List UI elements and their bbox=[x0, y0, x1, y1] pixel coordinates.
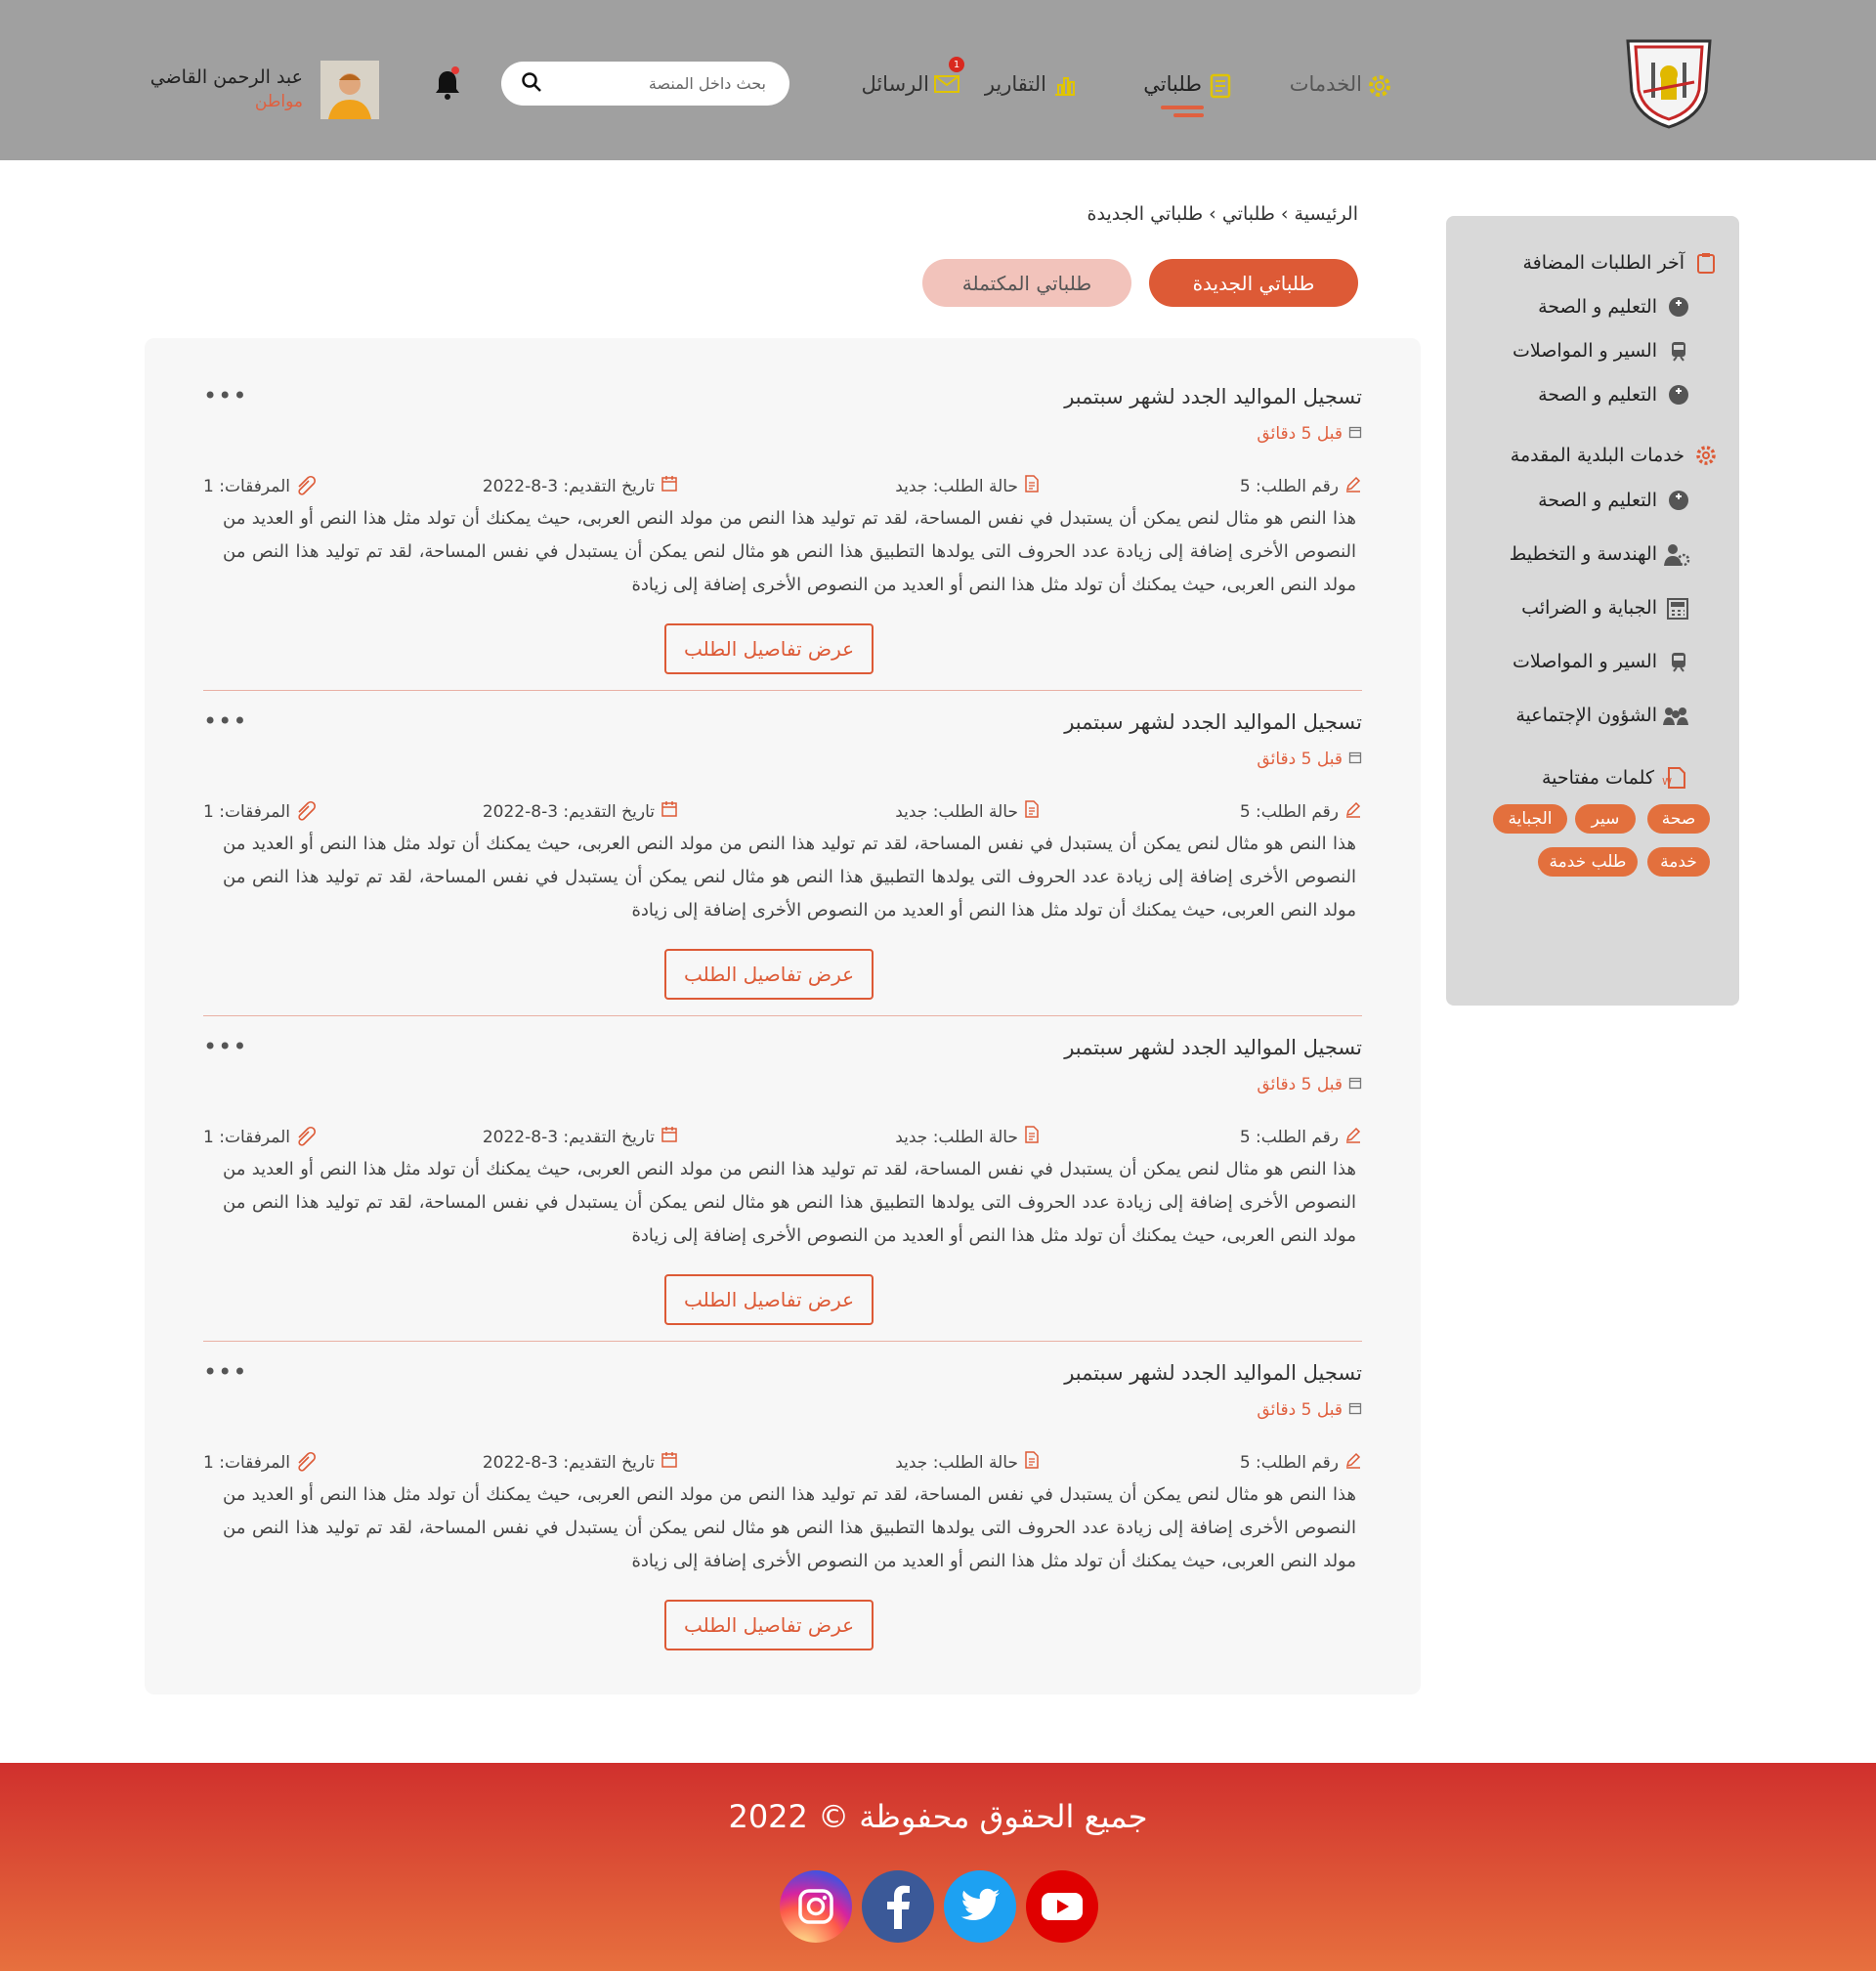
document-icon bbox=[1024, 800, 1040, 823]
gear-icon bbox=[1370, 72, 1393, 96]
sidebar-item-education-health-2[interactable] bbox=[1538, 383, 1690, 407]
sidebar-item-label: الشؤون الإجتماعية bbox=[1515, 705, 1657, 726]
calendar-icon bbox=[1348, 424, 1362, 444]
card-divider bbox=[203, 1015, 1362, 1016]
sidebar-service-social-affairs[interactable] bbox=[1515, 704, 1690, 727]
card-divider bbox=[203, 1341, 1362, 1342]
tag-taxes[interactable]: الجباية bbox=[1493, 804, 1567, 834]
nav-messages[interactable] bbox=[861, 59, 960, 106]
request-attachments-label: المرفقات: 1 bbox=[203, 801, 290, 822]
request-time bbox=[1257, 424, 1362, 444]
sidebar-item-label: التعليم و الصحة bbox=[1538, 384, 1657, 406]
sidebar-item-label: السير و المواصلات bbox=[1513, 651, 1657, 672]
nav-services[interactable] bbox=[1290, 63, 1393, 106]
request-date bbox=[483, 1126, 678, 1148]
tab-completed-requests[interactable]: طلباتي المكتملة bbox=[922, 259, 1131, 307]
gear-icon bbox=[1694, 444, 1718, 467]
sidebar-service-education-health[interactable] bbox=[1538, 489, 1690, 512]
nav-my-requests-label: طلباتي bbox=[1143, 72, 1202, 96]
train-icon bbox=[1667, 339, 1690, 363]
sidebar-service-taxes[interactable] bbox=[1521, 596, 1690, 620]
paperclip-icon bbox=[296, 475, 320, 497]
bell-icon bbox=[432, 87, 463, 106]
view-request-details-button[interactable]: عرض تفاصيل الطلب bbox=[664, 1274, 874, 1325]
document-icon bbox=[1024, 1126, 1040, 1148]
calendar-icon bbox=[661, 1126, 678, 1148]
sidebar-item-label: الهندسة و التخطيط bbox=[1509, 543, 1657, 565]
nav-messages-label: الرسائل bbox=[861, 72, 929, 96]
request-title[interactable]: تسجيل المواليد الجدد لشهر سبتمبر bbox=[1064, 1036, 1362, 1059]
tab-new-requests[interactable]: طلباتي الجديدة bbox=[1149, 259, 1358, 307]
request-title[interactable]: تسجيل المواليد الجدد لشهر سبتمبر bbox=[1064, 1361, 1362, 1385]
clipboard-icon bbox=[1694, 251, 1718, 275]
sidebar-item-label: التعليم و الصحة bbox=[1538, 490, 1657, 511]
more-options-icon[interactable]: ••• bbox=[203, 1358, 248, 1386]
calendar-icon bbox=[661, 475, 678, 497]
request-time-label: قبل 5 دقائق bbox=[1257, 424, 1343, 444]
sidebar-item-label: التعليم و الصحة bbox=[1538, 296, 1657, 318]
request-number bbox=[1240, 475, 1362, 497]
calendar-icon bbox=[1348, 1075, 1362, 1094]
sidebar-latest-heading bbox=[1522, 251, 1718, 275]
request-status bbox=[895, 1126, 1040, 1148]
request-status-label: حالة الطلب: جديد bbox=[895, 476, 1018, 496]
nav-my-requests[interactable] bbox=[1143, 63, 1233, 106]
more-options-icon[interactable]: ••• bbox=[203, 707, 248, 735]
paperclip-icon bbox=[296, 800, 320, 823]
request-title[interactable]: تسجيل المواليد الجدد لشهر سبتمبر bbox=[1064, 710, 1362, 734]
nav-services-label: الخدمات bbox=[1289, 72, 1362, 96]
view-request-details-button[interactable]: عرض تفاصيل الطلب bbox=[664, 949, 874, 1000]
youtube-icon[interactable] bbox=[1026, 1870, 1098, 1943]
tag-service[interactable]: خدمة bbox=[1647, 847, 1710, 877]
request-date bbox=[483, 800, 678, 823]
request-status bbox=[895, 800, 1040, 823]
sidebar-item-label: الجباية و الضرائب bbox=[1521, 597, 1657, 619]
paperclip-icon bbox=[296, 1451, 320, 1474]
messages-badge: 1 bbox=[949, 57, 964, 72]
request-number bbox=[1240, 1126, 1362, 1148]
request-attachments-label: المرفقات: 1 bbox=[203, 476, 290, 496]
request-date-label: تاريخ التقديم: 3-8-2022 bbox=[482, 476, 655, 496]
request-attachments bbox=[203, 800, 320, 823]
word-file-icon bbox=[1664, 766, 1687, 790]
request-status-label: حالة الطلب: جديد bbox=[895, 1452, 1018, 1473]
active-nav-indicator bbox=[1161, 106, 1204, 117]
request-attachments-label: المرفقات: 1 bbox=[203, 1452, 290, 1473]
sidebar-keywords-heading-label: كلمات مفتاحية bbox=[1541, 767, 1654, 789]
document-icon bbox=[1024, 1451, 1040, 1474]
engineer-icon bbox=[1667, 542, 1690, 566]
tag-health[interactable]: صحة bbox=[1647, 804, 1710, 834]
tag-traffic[interactable]: سير bbox=[1575, 804, 1636, 834]
request-status-label: حالة الطلب: جديد bbox=[895, 801, 1018, 822]
request-attachments bbox=[203, 1451, 320, 1474]
people-icon bbox=[1667, 704, 1690, 727]
view-request-details-button[interactable]: عرض تفاصيل الطلب bbox=[664, 623, 874, 674]
view-request-details-button[interactable]: عرض تفاصيل الطلب bbox=[664, 1600, 874, 1650]
request-description: هذا النص هو مثال لنص يمكن أن يستبدل في نفس المساحة، لقد تم توليد هذا النص من مولد النص العربى، حيث يمكنك أن تولد مثل هذا النص أو العديد من النصوص الأخرى إضافة إلى زيادة عدد الحروف التى يولدها التطبيق هذا النص هو مثال لنص يمكن أن يستبدل في نفس المساحة، لقد تم توليد هذا النص من مولد النص العربى، حيث يمكنك أن تولد مثل هذا النص أو العديد من النصوص الأخرى إضافة إلى زيادة bbox=[223, 508, 1356, 595]
copyright: جميع الحقوق محفوظة © 2022 bbox=[728, 1798, 1148, 1835]
calendar-icon bbox=[1348, 750, 1362, 769]
request-description: هذا النص هو مثال لنص يمكن أن يستبدل في نفس المساحة، لقد تم توليد هذا النص من مولد النص العربى، حيث يمكنك أن تولد مثل هذا النص أو العديد من النصوص الأخرى إضافة إلى زيادة عدد الحروف التى يولدها التطبيق هذا النص هو مثال لنص يمكن أن يستبدل في نفس المساحة، لقد تم توليد هذا النص من مولد النص العربى، حيث يمكنك أن تولد مثل هذا النص أو العديد من النصوص الأخرى إضافة إلى زيادة bbox=[223, 834, 1356, 921]
tax-calculator-icon bbox=[1667, 596, 1690, 620]
request-number-label: رقم الطلب: 5 bbox=[1239, 476, 1339, 496]
request-time-label: قبل 5 دقائق bbox=[1257, 1075, 1343, 1094]
tag-service-request[interactable]: طلب خدمة bbox=[1538, 847, 1638, 877]
request-time bbox=[1257, 1400, 1362, 1420]
municipality-logo[interactable] bbox=[1622, 33, 1716, 131]
notifications-bell[interactable] bbox=[430, 68, 463, 104]
request-attachments bbox=[203, 475, 320, 497]
paperclip-icon bbox=[296, 1126, 320, 1148]
sidebar-latest-heading-label: آخر الطلبات المضافة bbox=[1522, 252, 1684, 274]
social-links bbox=[780, 1870, 1098, 1945]
request-number-label: رقم الطلب: 5 bbox=[1239, 1452, 1339, 1473]
request-title[interactable]: تسجيل المواليد الجدد لشهر سبتمبر bbox=[1064, 385, 1362, 408]
sidebar-service-engineering[interactable] bbox=[1510, 542, 1690, 566]
nurse-icon bbox=[1667, 489, 1690, 512]
edit-icon bbox=[1344, 1451, 1362, 1474]
nurse-icon bbox=[1667, 383, 1690, 407]
nav-reports[interactable] bbox=[985, 63, 1078, 106]
request-number-label: رقم الطلب: 5 bbox=[1239, 1127, 1339, 1147]
train-icon bbox=[1667, 650, 1690, 673]
breadcrumb[interactable]: الرئيسية › طلباتي › طلباتي الجديدة bbox=[1087, 203, 1358, 225]
request-number-label: رقم الطلب: 5 bbox=[1239, 801, 1339, 822]
edit-icon bbox=[1344, 800, 1362, 823]
request-date bbox=[483, 475, 678, 497]
edit-icon bbox=[1344, 1126, 1362, 1148]
request-attachments bbox=[203, 1126, 320, 1148]
request-status bbox=[895, 1451, 1040, 1474]
request-time bbox=[1257, 750, 1362, 769]
request-status-label: حالة الطلب: جديد bbox=[895, 1127, 1018, 1147]
request-description: هذا النص هو مثال لنص يمكن أن يستبدل في نفس المساحة، لقد تم توليد هذا النص من مولد النص العربى، حيث يمكنك أن تولد مثل هذا النص أو العديد من النصوص الأخرى إضافة إلى زيادة عدد الحروف التى يولدها التطبيق هذا النص هو مثال لنص يمكن أن يستبدل في نفس المساحة، لقد تم توليد هذا النص من مولد النص العربى، حيث يمكنك أن تولد مثل هذا النص أو العديد من النصوص الأخرى إضافة إلى زيادة bbox=[223, 1484, 1356, 1571]
more-options-icon[interactable]: ••• bbox=[203, 1033, 248, 1060]
search-input[interactable] bbox=[542, 74, 766, 93]
request-time-label: قبل 5 دقائق bbox=[1257, 1400, 1343, 1420]
request-attachments-label: المرفقات: 1 bbox=[203, 1127, 290, 1147]
request-date bbox=[483, 1451, 678, 1474]
notification-dot bbox=[451, 66, 459, 74]
nav-reports-label: التقارير bbox=[984, 72, 1046, 96]
sidebar-services-heading bbox=[1511, 444, 1718, 467]
request-number bbox=[1240, 800, 1362, 823]
search-icon[interactable] bbox=[521, 71, 542, 97]
envelope-icon bbox=[937, 72, 960, 96]
request-date-label: تاريخ التقديم: 3-8-2022 bbox=[482, 1127, 655, 1147]
more-options-icon[interactable]: ••• bbox=[203, 382, 248, 409]
request-date-label: تاريخ التقديم: 3-8-2022 bbox=[482, 801, 655, 822]
twitter-icon[interactable] bbox=[944, 1870, 1016, 1943]
request-time-label: قبل 5 دقائق bbox=[1257, 750, 1343, 769]
sidebar-item-traffic[interactable] bbox=[1513, 339, 1690, 363]
edit-icon bbox=[1344, 475, 1362, 497]
request-description: هذا النص هو مثال لنص يمكن أن يستبدل في نفس المساحة، لقد تم توليد هذا النص من مولد النص العربى، حيث يمكنك أن تولد مثل هذا النص أو العديد من النصوص الأخرى إضافة إلى زيادة عدد الحروف التى يولدها التطبيق هذا النص هو مثال لنص يمكن أن يستبدل في نفس المساحة، لقد تم توليد هذا النص من مولد النص العربى، حيث يمكنك أن تولد مثل هذا النص أو العديد من النصوص الأخرى إضافة إلى زيادة bbox=[223, 1159, 1356, 1246]
bar-chart-icon bbox=[1054, 72, 1078, 96]
top-header bbox=[0, 0, 1876, 160]
document-icon bbox=[1210, 72, 1233, 96]
request-time bbox=[1257, 1075, 1362, 1094]
sidebar-keywords-heading bbox=[1542, 766, 1687, 790]
instagram-icon[interactable] bbox=[780, 1870, 852, 1943]
user-name[interactable]: عبد الرحمن القاضي bbox=[149, 66, 303, 88]
calendar-icon bbox=[1348, 1400, 1362, 1420]
search-box[interactable] bbox=[501, 62, 789, 106]
document-icon bbox=[1024, 475, 1040, 497]
request-status bbox=[895, 475, 1040, 497]
sidebar-service-traffic[interactable] bbox=[1513, 650, 1690, 673]
avatar[interactable] bbox=[320, 61, 379, 119]
calendar-icon bbox=[661, 1451, 678, 1474]
calendar-icon bbox=[661, 800, 678, 823]
nurse-icon bbox=[1667, 295, 1690, 319]
card-divider bbox=[203, 690, 1362, 691]
facebook-icon[interactable] bbox=[862, 1870, 934, 1943]
user-role: مواطن bbox=[254, 92, 303, 111]
sidebar-item-label: السير و المواصلات bbox=[1513, 340, 1657, 362]
request-number bbox=[1240, 1451, 1362, 1474]
request-date-label: تاريخ التقديم: 3-8-2022 bbox=[482, 1452, 655, 1473]
svg-text:W: W bbox=[1662, 777, 1672, 788]
sidebar-services-heading-label: خدمات البلدية المقدمة bbox=[1510, 445, 1684, 466]
sidebar-item-education-health[interactable] bbox=[1538, 295, 1690, 319]
